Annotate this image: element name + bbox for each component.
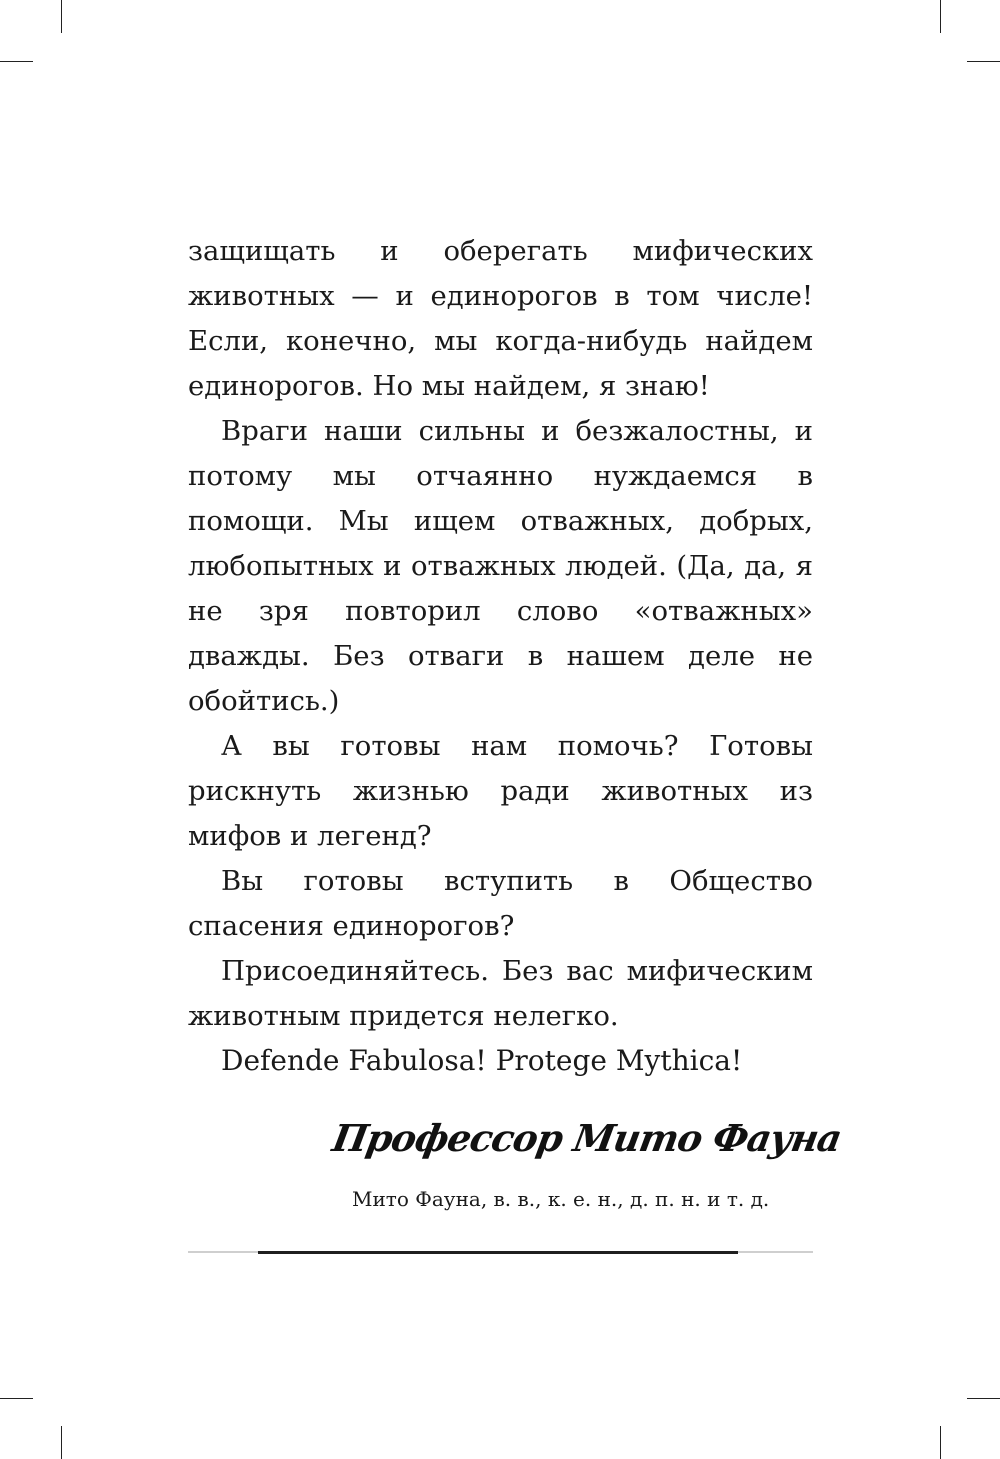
crop-mark-top-left-vertical — [61, 0, 62, 33]
crop-mark-top-left-horizontal — [0, 61, 33, 62]
body-text — [188, 229, 813, 1039]
crop-mark-bottom-left-vertical — [61, 1426, 62, 1459]
crop-mark-bottom-left-horizontal — [0, 1398, 33, 1399]
paragraph-ready-to-help: А вы готовы нам помочь? Готовы рискнуть жизнью ради животных из мифов и легенд? — [188, 730, 813, 852]
crop-mark-bottom-right-vertical — [940, 1426, 941, 1459]
crop-mark-bottom-right-horizontal — [967, 1398, 1000, 1399]
handwritten-signature: Профессор Мито Фауна — [329, 1116, 845, 1160]
paragraph-continuation: защищать и оберегать мифических животных — и единорогов в том числе! Если, конечно, мы когда-нибудь найдем единорогов. Но мы найдем, я знаю! — [188, 235, 813, 402]
paragraph-enemies: Враги наши сильны и безжалостны, и потому мы отчаянно нуждаемся в помощи. Мы ищем отважных, добрых, любопытных и отважных людей. (Да, да, я не зря повторил слово «отважных» дважды. Без отваги в нашем деле не обойтись.) — [188, 415, 813, 717]
paragraph-join-society: Вы готовы вступить в Общество спасения единорогов? — [188, 865, 813, 942]
signature-credentials: Мито Фауна, в. в., к. е. н., д. п. н. и т. д. — [352, 1187, 770, 1211]
paragraph-call-to-join: Присоединяйтесь. Без вас мифическим животным придется нелегко. — [188, 955, 813, 1032]
crop-mark-top-right-horizontal — [967, 61, 1000, 62]
motto: Defende Fabulosa! Protege Mythica! — [221, 1044, 743, 1077]
footer-rule-dark — [258, 1251, 738, 1254]
crop-mark-top-right-vertical — [940, 0, 941, 33]
